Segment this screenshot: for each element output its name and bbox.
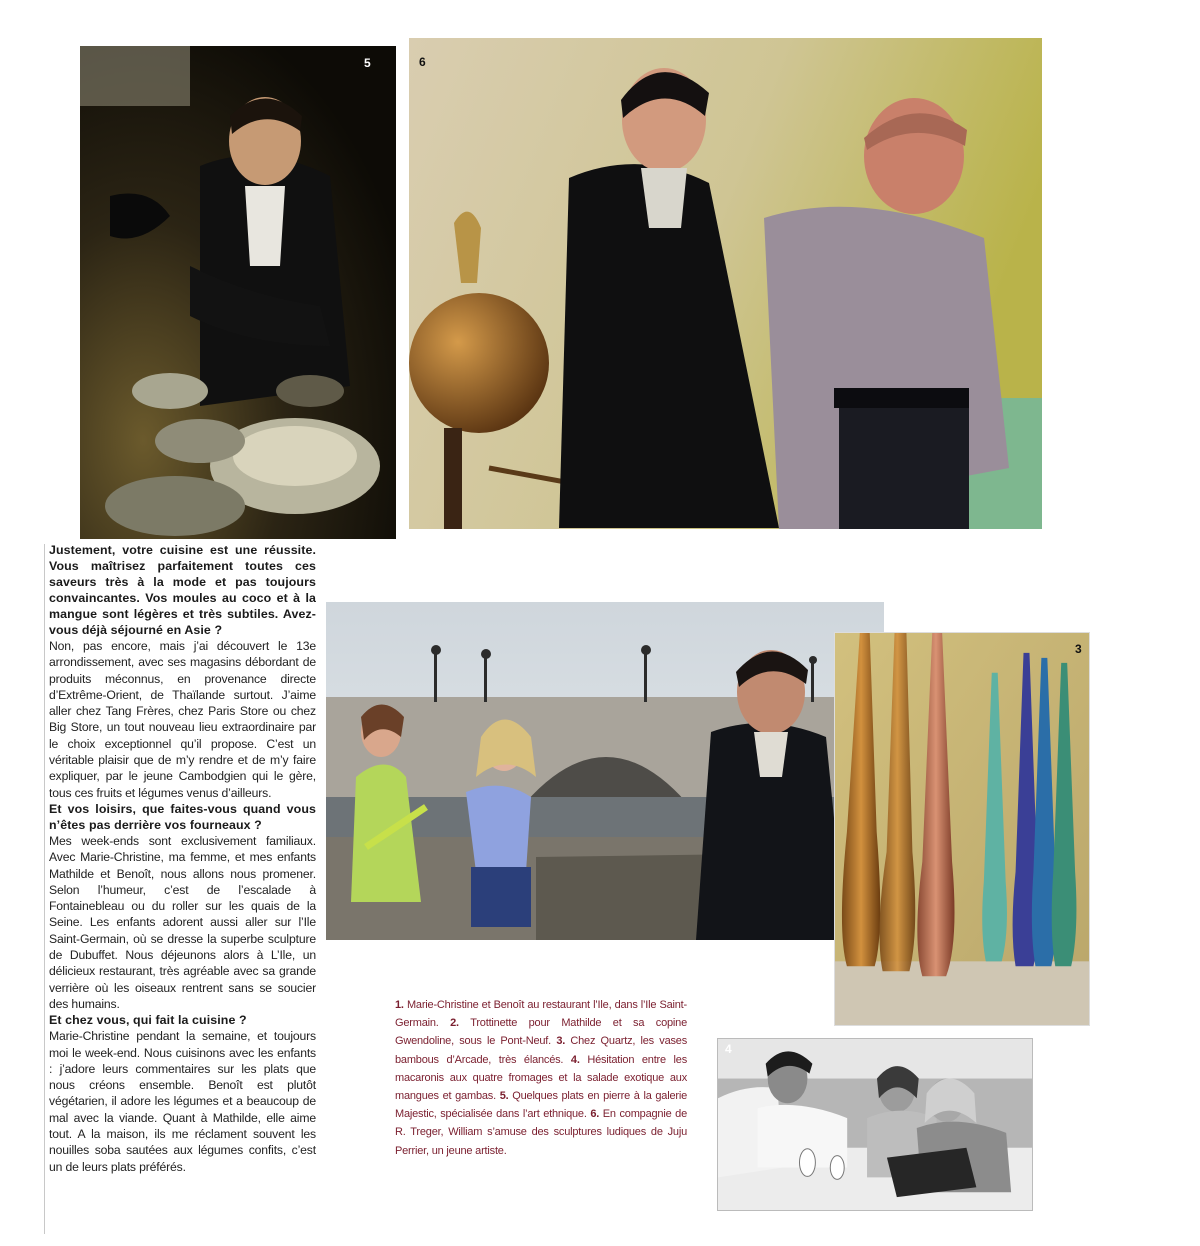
interview-answer: Mes week-ends sont exclusivement familiaux. Avec Marie-Christine, ma femme, et mes enfants Mathilde et Benoît, nous allons nous promener. Selon l’humeur, c’est de l’escalade à Fontainebleau ou du roller sur les quais de la Seine. Les enfants adorent aussi aller sur l’Ile Saint-Germain, où se dresse la superbe sculpture de Dubuffet. Nous déjeunons alors à L’Ile, un délicieux restaurant, très agréable avec sa grande verrière où les oiseaux rentrent sans se soucier des humains. <box>49 833 316 1011</box>
caption-text: Marie-Christine et Benoît au restaurant l’Ile, dans l’Ile Saint-Germain. <box>395 999 687 1030</box>
photo-number-label: 5 <box>364 56 371 70</box>
photo-pont-neuf <box>326 602 884 940</box>
caption-number: 6. <box>590 1108 600 1121</box>
caption-number: 1. <box>395 999 404 1011</box>
caption-text: En compagnie de R. Treger, William s’amuse des sculptures ludiques de Juju Perrier, un jeune artiste. <box>395 1108 687 1157</box>
interview-question: Et chez vous, qui fait la cuisine ? <box>49 1013 247 1028</box>
photo-restaurant-table <box>717 1038 1033 1211</box>
caption-number: 3. <box>556 1035 566 1048</box>
interview-text <box>49 542 316 1175</box>
interview-question: Justement, votre cuisine est une réussite. Vous maîtrisez parfaitement toutes ces saveurs très à la mode et pas toujours convaincantes. Vos moules au coco et à la mangue sont légères et très subtiles. Avez-vous déjà séjourné en Asie ? <box>49 543 316 637</box>
photo-captions <box>395 996 687 1160</box>
caption-number: 5. <box>499 1090 509 1103</box>
photo-stone-dishes <box>80 46 396 539</box>
photo-glass-vases <box>834 632 1090 1026</box>
photo-number-label: 4 <box>725 1042 732 1056</box>
caption-text: Trottinette pour Mathilde et sa copine Gwendoline, sous le Pont-Neuf. <box>395 1017 687 1048</box>
interview-answer: Marie-Christine pendant la semaine, et toujours moi le week-end. Nous cuisinons avec les enfants : j’adore leurs commentaires sur les plats que nous créons ensemble. Benoît est plutôt végétarien, il adore les légumes et a beaucoup de mal avec la viande. Quant à Mathilde, elle aime tout. A la maison, ils me réclament souvent les nouilles soba sautées aux légumes confits, c’est un de leurs plats préférés. <box>49 1029 316 1174</box>
caption-text: Chez Quartz, les vases bambous d’Arcade, très élancés. <box>395 1035 688 1066</box>
photo-number-label: 3 <box>1075 642 1082 656</box>
photo-sculpture-gallery <box>409 38 1042 529</box>
column-rule <box>44 544 45 1234</box>
interview-answer: Non, pas encore, mais j’ai découvert le 13e arrondissement, avec ses magasins débordant de produits méconnus, en provenance directe d’Extrême-Orient, de Thaïlande surtout. J’aime aller chez Tang Frères, chez Paris Store ou chez Big Store, un tout nouveau lieu extraordinaire par le choix exceptionnel qu’il propose. C’est un véritable plaisir que de m’y rendre et de m’y faire expliquer, par le jeune Cambodgien qui le gère, tous ces fruits et légumes venus d’ailleurs. <box>49 639 316 800</box>
interview-question: Et vos loisirs, que faites-vous quand vous n’êtes pas derrière vos fourneaux ? <box>49 801 316 832</box>
caption-text: Quelques plats en pierre à la galerie Majestic, spécialisée dans l’art ethnique. <box>395 1090 687 1121</box>
photo-number-label: 6 <box>419 55 426 69</box>
caption-number: 4. <box>570 1053 580 1066</box>
caption-number: 2. <box>450 1017 459 1030</box>
caption-text: Hésitation entre les macaronis aux quatre fromages et la salade exotique aux mangues et gambas. <box>395 1053 688 1103</box>
